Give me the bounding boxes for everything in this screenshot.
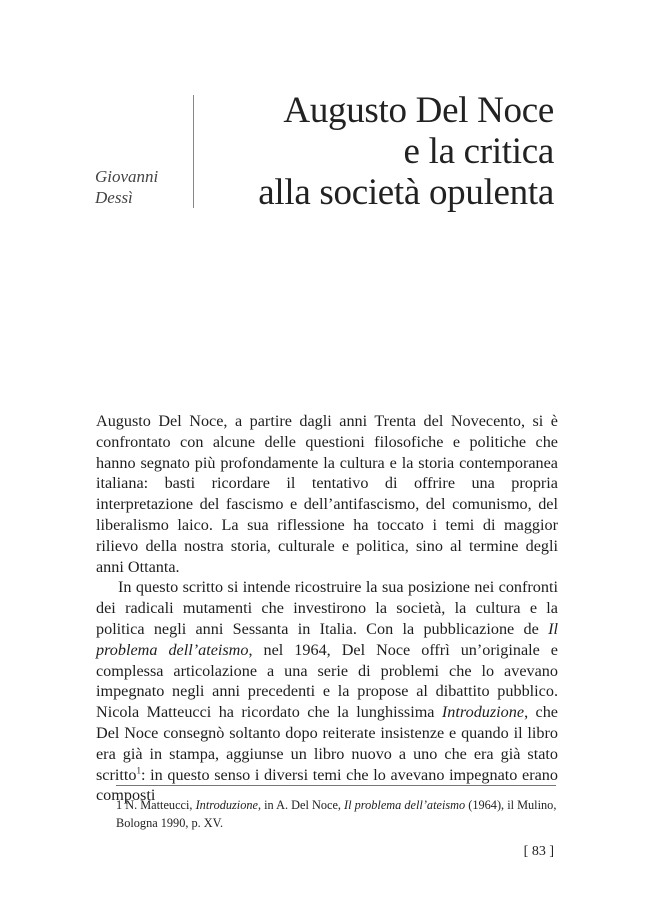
- footnote-italic-1: Introduzione: [195, 798, 258, 812]
- introduzione-italic: Introduzione: [441, 703, 525, 722]
- header-vertical-rule: [193, 95, 194, 208]
- footnote-italic-2: Il problema dell’ateismo: [344, 798, 466, 812]
- author-last-name: Dessì: [95, 188, 133, 207]
- paragraph-2-text-c: , che Del Noce consegnò soltanto dopo reiterate insistenze e quando il libro era già in stampa, aggiunse un libro nuovo a uno che era già stato scritto: [96, 703, 558, 784]
- title-line-3: alla società opulenta: [258, 172, 554, 213]
- footnote-text-a: 1 N. Matteucci,: [116, 798, 196, 812]
- paragraph-2-text-a: In questo scritto si intende ricostruire la sua posizione nei confronti dei radicali mutamenti che investirono la società, la cultura e la politica negli anni Sessanta in Italia. Con la pubblicazione de: [96, 578, 558, 638]
- article-title: [258, 90, 554, 213]
- article-header: [0, 0, 650, 230]
- page-number: [ 83 ]: [523, 844, 554, 859]
- paragraph-1: Augusto Del Noce, a partire dagli anni Trenta del Novecento, si è confrontato con alcune delle questioni filosofiche e politiche che hanno segnato più profondamente la cultura e la storia contemporanea italiana: basti ricordare il tentativo di offrire una propria interpretazione del fascismo e dell’antifascismo, del comunismo, del liberalismo laico. La sua riflessione ha toccato i temi di maggior rilievo della nostra storia, culturale e politica, sino al termine degli anni Ottanta.: [96, 412, 558, 576]
- article-body: [96, 411, 558, 806]
- footnote-reference[interactable]: 1: [136, 765, 141, 776]
- footnote-text-b: , in A. Del Noce,: [257, 798, 345, 812]
- paragraph-2-text-b: , nel 1964, Del Noce offrì un’originale e complessa articolazione a una serie di problemi che lo avevano impegnato negli anni precedenti e la propose al dibattito pubblico. Nicola Matteucci ha ricordato che la lunghissima: [96, 640, 558, 722]
- author-name: [95, 166, 158, 208]
- footnote-divider: [116, 785, 556, 786]
- title-line-2: e la critica: [403, 131, 554, 172]
- paragraph-2: [96, 577, 558, 806]
- footnote-text-c: (1964), il Mulino, Bologna 1990, p. XV.: [116, 798, 557, 830]
- book-title-italic: Il problema dell’ateismo: [96, 619, 558, 659]
- footnote: [116, 796, 558, 832]
- title-line-1: Augusto Del Noce: [283, 90, 554, 131]
- author-first-name: Giovanni: [95, 167, 159, 186]
- paragraph-2-text-d: : in questo senso i diversi temi che lo avevano impegnato erano composti: [96, 765, 558, 805]
